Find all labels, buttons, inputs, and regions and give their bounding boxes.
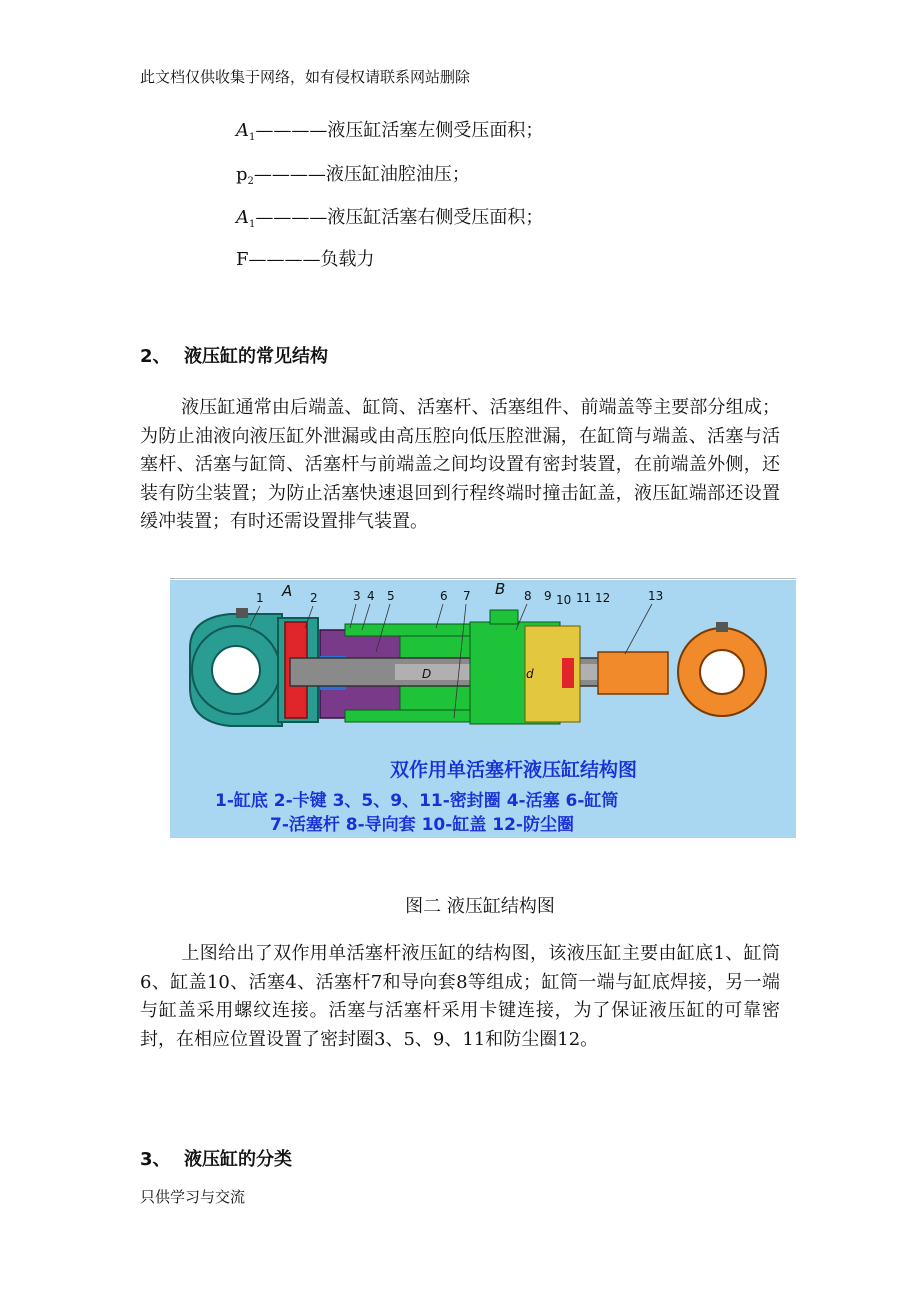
section-title: 液压缸的分类 <box>184 1149 292 1170</box>
dim-label-d: d <box>526 667 534 681</box>
variable-description: ————负载力 <box>248 249 375 270</box>
section-3-heading <box>140 1145 292 1171</box>
figure-caption: 图二 液压缸结构图 <box>405 896 555 917</box>
variable-description: ————液压缸活塞左侧受压面积； <box>255 120 544 141</box>
figure-legend-line-2: 7-活塞杆 8-导向套 10-缸盖 12-防尘圈 <box>270 815 574 835</box>
variable-line-p2 <box>236 160 470 187</box>
label-3: 3 <box>353 589 361 603</box>
page-header-note: 此文档仅供收集于网络，如有侵权请联系网站删除 <box>140 68 471 86</box>
variable-symbol: A <box>236 207 249 228</box>
label-A: A <box>282 582 293 600</box>
rod-end-13 <box>598 652 668 694</box>
bleed-plug <box>490 610 518 624</box>
figure-description-paragraph <box>140 940 780 1054</box>
variable-symbol: p <box>236 164 248 185</box>
label-6: 6 <box>440 589 448 603</box>
label-5: 5 <box>387 589 395 603</box>
label-7: 7 <box>463 589 471 603</box>
section-2-paragraph <box>140 394 780 537</box>
figure-legend-line-1: 1-缸底 2-卡键 3、5、9、11-密封圈 4-活塞 6-缸筒 <box>215 791 619 811</box>
rod-eye-hole <box>700 650 744 694</box>
paragraph-text: 液压缸通常由后端盖、缸筒、活塞杆、活塞组件、前端盖等主要部分组成；为防止油液向液压缸外泄漏或由高压腔向低压腔泄漏，在缸筒与端盖、活塞与活塞杆、活塞与缸筒、活塞杆与前端盖之间均设置有密封装置，在前端盖外侧，还装有防尘装置；为防止活塞快速退回到行程终端时撞击缸盖，液压缸端部还设置缓冲装置；有时还需设置排气装置。 <box>140 397 780 532</box>
cylinder-tube-bottom <box>345 710 470 722</box>
label-1: 1 <box>256 591 264 605</box>
paragraph-text: 上图给出了双作用单活塞杆液压缸的结构图，该液压缸主要由缸底1、缸筒6、缸盖10、活塞4、活塞杆7和导向套8等组成；缸筒一端与缸底焊接，另一端与缸盖采用螺纹连接。活塞与活塞杆采用卡键连接，为了保证液压缸的可靠密封，在相应位置设置了密封圈3、5、9、11和防尘圈12。 <box>140 943 780 1050</box>
label-B: B <box>495 580 506 598</box>
variable-description: ————液压缸油腔油压； <box>253 164 470 185</box>
page-footer-note: 只供学习与交流 <box>140 1188 246 1206</box>
section-number: 2、 <box>140 346 171 367</box>
figure-title: 双作用单活塞杆液压缸结构图 <box>390 759 638 781</box>
dim-label-D: D <box>422 667 432 681</box>
label-2: 2 <box>310 591 318 605</box>
label-8: 8 <box>524 589 532 603</box>
variable-subscript: 1 <box>249 132 256 143</box>
variable-description: ————液压缸活塞右侧受压面积； <box>255 207 544 228</box>
variable-line-a1-left <box>236 116 543 143</box>
label-9: 9 <box>544 589 552 603</box>
variable-symbol: F <box>236 249 249 270</box>
variable-line-f <box>236 245 375 271</box>
hydraulic-cylinder-figure <box>170 578 796 838</box>
section-title: 液压缸的常见结构 <box>184 346 328 367</box>
variable-symbol: A <box>236 120 249 141</box>
variable-line-a1-right <box>236 203 543 230</box>
section-2-heading <box>140 342 328 368</box>
label-11: 11 <box>576 591 592 605</box>
label-4: 4 <box>367 589 375 603</box>
cylinder-tube-top <box>345 624 470 636</box>
grease-nipple <box>716 622 728 632</box>
variable-subscript: 2 <box>247 176 254 187</box>
variable-subscript: 1 <box>249 219 256 230</box>
section-number: 3、 <box>140 1149 171 1170</box>
cylinder-diagram-svg <box>170 578 796 838</box>
dust-ring-12 <box>562 658 574 688</box>
label-12: 12 <box>595 591 611 605</box>
label-10: 10 <box>556 593 572 607</box>
label-13: 13 <box>648 589 664 603</box>
